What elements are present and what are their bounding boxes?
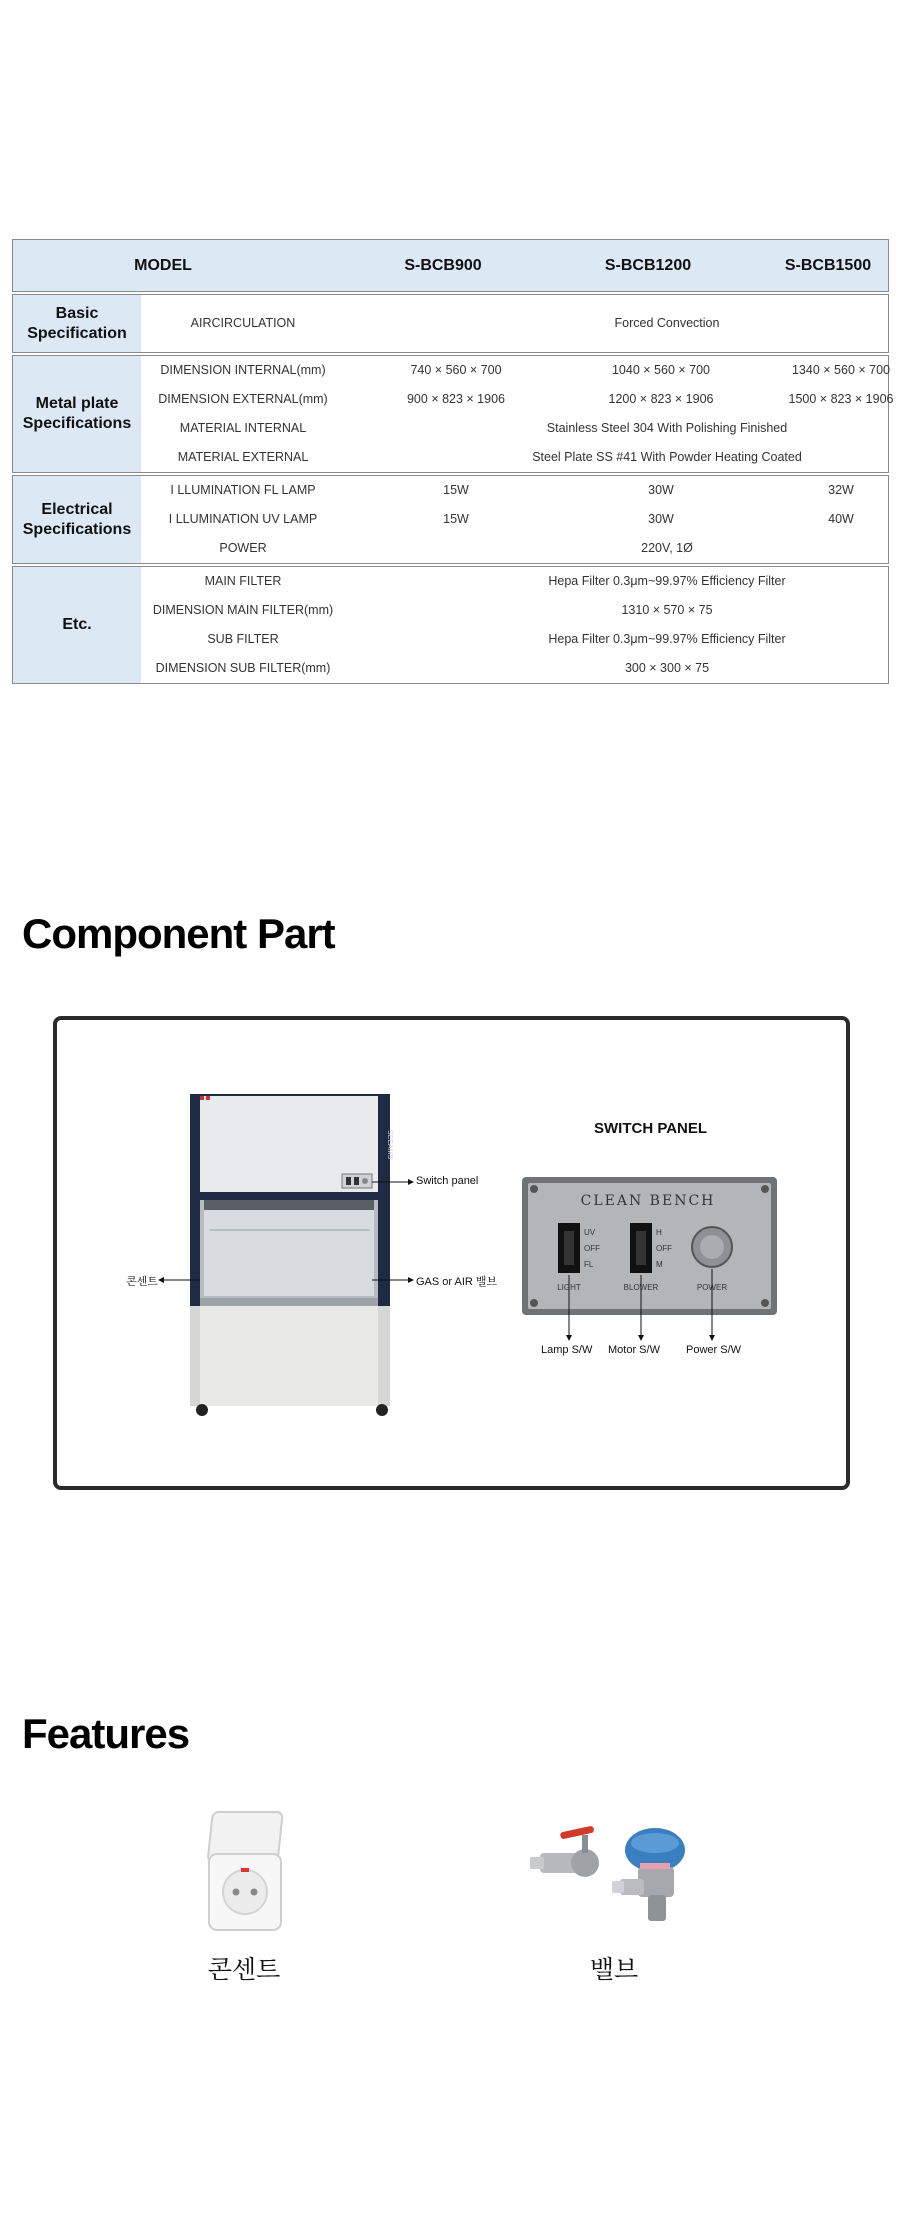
group-electrical [12, 475, 889, 564]
row-value: Steel Plate SS #41 With Powder Heating Coated [532, 450, 802, 464]
table-row [141, 625, 888, 654]
features-title: Features [22, 1710, 190, 1757]
group-metal [12, 355, 894, 473]
row-value: 1310 × 570 × 75 [621, 603, 713, 617]
row-value-col1: 15W [443, 512, 469, 526]
blower-mark-3: M [656, 1260, 663, 1269]
header-model: MODEL [134, 257, 192, 274]
lamp-sw-label: Lamp S/W [541, 1344, 593, 1356]
table-row [141, 356, 888, 385]
row-value-col2: 30W [648, 483, 674, 497]
header-col2: S-BCB1200 [604, 257, 692, 274]
group-label-basic: Basic Specification [13, 295, 141, 352]
light-mark-2: OFF [584, 1244, 600, 1253]
light-label: LIGHT [557, 1283, 581, 1292]
table-row [141, 385, 894, 414]
power-label: POWER [696, 1283, 728, 1292]
light-mark-1: UV [584, 1228, 596, 1237]
switch-panel-illustration [520, 1175, 780, 1355]
row-name: DIMENSION SUB FILTER(mm) [155, 661, 331, 675]
component-part-title: Component Part [22, 910, 335, 957]
row-value-col1: 15W [443, 483, 469, 497]
row-value-col3: 1340 × 560 × 700 [791, 363, 890, 377]
row-name: DIMENSION INTERNAL(mm) [160, 363, 326, 377]
group-etc [12, 566, 889, 684]
row-value: Forced Convection [614, 316, 720, 330]
row-name: MATERIAL INTERNAL [179, 421, 307, 435]
brand-text: SEEAMS [386, 1130, 393, 1160]
blower-label: BLOWER [623, 1283, 659, 1292]
group-label-etc: Etc. [13, 567, 141, 683]
light-mark-3: FL [584, 1260, 594, 1269]
row-name: POWER [219, 541, 267, 555]
group-label-metal: Metal plate Specifications [13, 356, 141, 472]
header-col1: S-BCB900 [404, 257, 482, 274]
row-value-col1: 900 × 823 × 1906 [406, 392, 505, 406]
row-value: Hepa Filter 0.3μm~99.97% Efficiency Filter [548, 632, 786, 646]
row-value-col3: 40W [828, 512, 854, 526]
blower-mark-1: H [656, 1228, 662, 1237]
row-value-col1: 740 × 560 × 700 [410, 363, 502, 377]
row-name: DIMENSION EXTERNAL(mm) [158, 392, 328, 406]
table-row [141, 414, 888, 443]
row-value-col2: 30W [648, 512, 674, 526]
switch-panel-label: Switch panel [416, 1175, 479, 1187]
row-value: Stainless Steel 304 With Polishing Finished [546, 421, 788, 435]
gas-valve-label: GAS or AIR 밸브 [416, 1276, 498, 1288]
switch-panel-title: SWITCH PANEL [594, 1120, 708, 1137]
table-row [141, 443, 888, 472]
row-value-col3: 1500 × 823 × 1906 [788, 392, 894, 406]
plate-text: CLEAN BENCH [580, 1193, 716, 1209]
row-value-col2: 1040 × 560 × 700 [611, 363, 710, 377]
outlet-icon [205, 1810, 290, 1935]
table-row [141, 596, 888, 625]
valve-icon [530, 1815, 700, 1925]
row-name: MATERIAL EXTERNAL [177, 450, 309, 464]
row-name: I LLUMINATION UV LAMP [168, 512, 318, 526]
row-value-col2: 1200 × 823 × 1906 [608, 392, 714, 406]
table-row [141, 567, 888, 596]
table-row [141, 476, 888, 505]
table-row [141, 309, 888, 338]
row-name: MAIN FILTER [204, 574, 282, 588]
feature-label-outlet: 콘센트 [207, 1956, 281, 1984]
row-name: I LLUMINATION FL LAMP [170, 483, 316, 497]
clean-bench-illustration [120, 1090, 500, 1420]
outlet-label: 콘센트 [126, 1276, 158, 1288]
feature-label-valve: 밸브 [589, 1956, 639, 1984]
row-value: 300 × 300 × 75 [624, 661, 710, 675]
table-row [141, 505, 888, 534]
blower-mark-2: OFF [656, 1244, 672, 1253]
row-name: DIMENSION MAIN FILTER(mm) [152, 603, 334, 617]
power-sw-label: Power S/W [686, 1344, 742, 1356]
table-row [141, 534, 888, 563]
group-label-electrical: Electrical Specifications [13, 476, 141, 563]
row-value: Hepa Filter 0.3μm~99.97% Efficiency Filter [548, 574, 786, 588]
table-row [141, 654, 888, 683]
group-basic [12, 294, 889, 353]
motor-sw-label: Motor S/W [608, 1344, 660, 1356]
row-value-col3: 32W [828, 483, 854, 497]
row-name: SUB FILTER [207, 632, 279, 646]
header-col3: S-BCB1500 [784, 257, 872, 274]
table-header [12, 239, 889, 292]
row-name: AIRCIRCULATION [190, 316, 296, 330]
row-value: 220V, 1Ø [641, 541, 693, 555]
